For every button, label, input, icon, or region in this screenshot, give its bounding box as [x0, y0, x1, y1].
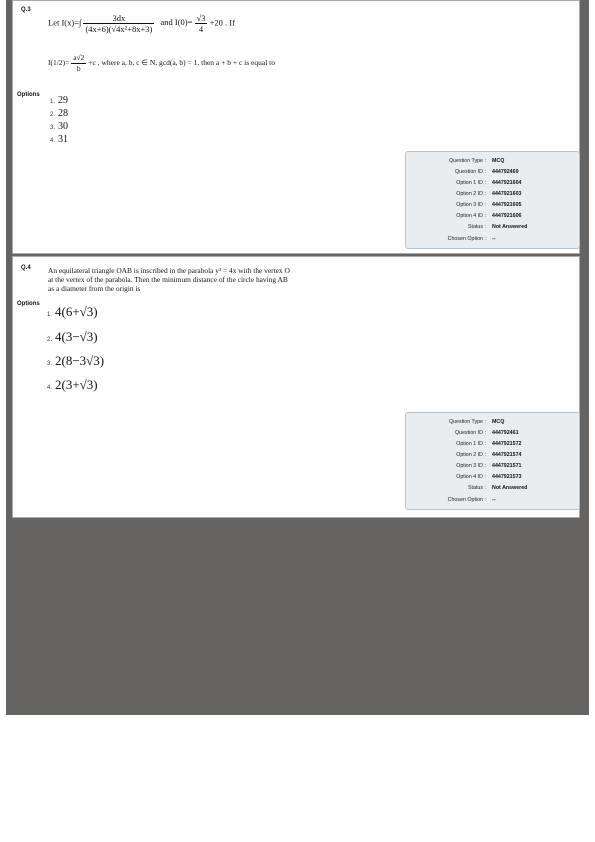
option-number: 2.	[50, 112, 56, 118]
info-key: Question ID	[455, 430, 483, 436]
status-value: Not Answered	[492, 485, 528, 491]
line2-suffix: +c , where a, b, c ∈ N, gcd(a, b) = 1, then a + b + c is equal to	[88, 58, 275, 68]
i0-numerator: √3	[196, 13, 206, 23]
info-value: 444792461	[492, 430, 519, 436]
info-value: 4447921604	[492, 180, 522, 186]
i0-denominator: 4	[198, 24, 204, 34]
options-label: Options	[17, 92, 40, 98]
question-info-panel: Question Type : MCQ Question ID : 444792461 Option 1 ID : 4447921572 Option 2 ID : 4447921574 Option 3 ID : 4447921571 Option 4 ID : 4447921573 Status : Not Answered Chosen Option : --	[405, 412, 580, 510]
info-value: 4447921574	[492, 452, 522, 458]
info-value: 4447921573	[492, 474, 522, 480]
info-key: Question Type	[448, 419, 483, 425]
question-card-q4	[12, 256, 580, 518]
rhs-denominator: b	[76, 64, 81, 73]
option-value: 4(6+√3)	[55, 304, 98, 319]
option-number: 1.	[50, 99, 56, 105]
info-key: Option 3 ID	[456, 463, 483, 469]
option-number: 3.	[50, 125, 56, 131]
info-value: 444792469	[492, 169, 519, 175]
integrand-fraction	[83, 13, 154, 34]
option-value: 30	[58, 121, 69, 132]
option-number: 3.	[47, 361, 53, 367]
info-key: Option 2 ID	[456, 191, 483, 197]
question-info-panel: Question Type : MCQ Question ID : 444792469 Option 1 ID : 4447921604 Option 2 ID : 4447921603 Option 3 ID : 4447921605 Option 4 ID : 4447921606 Status : Not Answered Chosen Option : --	[405, 151, 580, 249]
question-text	[48, 266, 290, 293]
option-value: 2(3+√3)	[55, 377, 98, 392]
status-value: Not Answered	[492, 224, 528, 230]
info-value: 4447921605	[492, 202, 522, 208]
option-number: 2.	[47, 337, 53, 343]
option-value: 4(3−√3)	[55, 329, 98, 344]
info-key: Option 2 ID	[456, 452, 483, 458]
chosen-option-value: --	[492, 497, 496, 503]
info-key: Chosen Option	[447, 497, 483, 503]
info-key: Option 3 ID	[456, 202, 483, 208]
option-3	[47, 352, 104, 370]
info-key: Option 1 ID	[456, 441, 483, 447]
info-value: 4447921603	[492, 191, 522, 197]
info-key: Option 4 ID	[456, 474, 483, 480]
info-key: Status	[467, 485, 483, 491]
question-card-q3	[12, 0, 580, 254]
info-key: Option 4 ID	[456, 213, 483, 219]
info-key: Question Type	[448, 158, 483, 164]
i0-fraction	[195, 13, 208, 34]
integrand-denominator: (4x+6)(√4x²+8x+3)	[85, 24, 153, 34]
option-value: 2(8−3√3)	[55, 353, 105, 368]
integrand-numerator: 3dx	[83, 13, 154, 24]
question-number: Q.3	[21, 7, 31, 13]
info-value: MCQ	[492, 158, 505, 164]
option-4	[47, 376, 98, 394]
info-value: 4447921606	[492, 213, 522, 219]
info-key: Status	[467, 224, 483, 230]
i0-label: and I(0)=	[160, 17, 193, 28]
question-number: Q.4	[21, 265, 31, 271]
rhs-fraction	[71, 53, 86, 74]
line1-suffix: +20 . If	[209, 17, 235, 28]
question-text-line2	[48, 53, 275, 74]
option-number: 1.	[47, 312, 53, 318]
option-2	[47, 328, 98, 346]
info-value: 4447921572	[492, 441, 522, 447]
integral-prefix: Let I(x)=∫	[48, 17, 82, 28]
option-number: 4.	[50, 138, 56, 144]
option-number: 4.	[47, 385, 53, 391]
option-value: 31	[58, 134, 69, 145]
chosen-option-value: --	[492, 236, 496, 242]
question-text-line2: at the vertex of the parabola. Then the minimum distance of the circle having AB	[48, 275, 288, 284]
question-text-line1	[48, 13, 235, 34]
rhs-numerator: a√2	[73, 53, 85, 62]
info-value: MCQ	[492, 419, 505, 425]
option-value: 29	[58, 95, 69, 106]
option-4	[50, 129, 68, 147]
options-label: Options	[17, 301, 40, 307]
info-value: 4447921571	[492, 463, 522, 469]
question-text-line3: as a diameter from the origin is	[48, 284, 141, 293]
info-key: Option 1 ID	[456, 180, 483, 186]
question-text-line1: An equilateral triangle OAB is inscribed in the parabola y² = 4x with the vertex O	[48, 266, 290, 275]
option-1	[47, 303, 98, 321]
info-key: Question ID	[455, 169, 483, 175]
info-key: Chosen Option	[447, 236, 483, 242]
line2-prefix: I(1/2)=	[48, 58, 70, 68]
option-value: 28	[58, 108, 69, 119]
